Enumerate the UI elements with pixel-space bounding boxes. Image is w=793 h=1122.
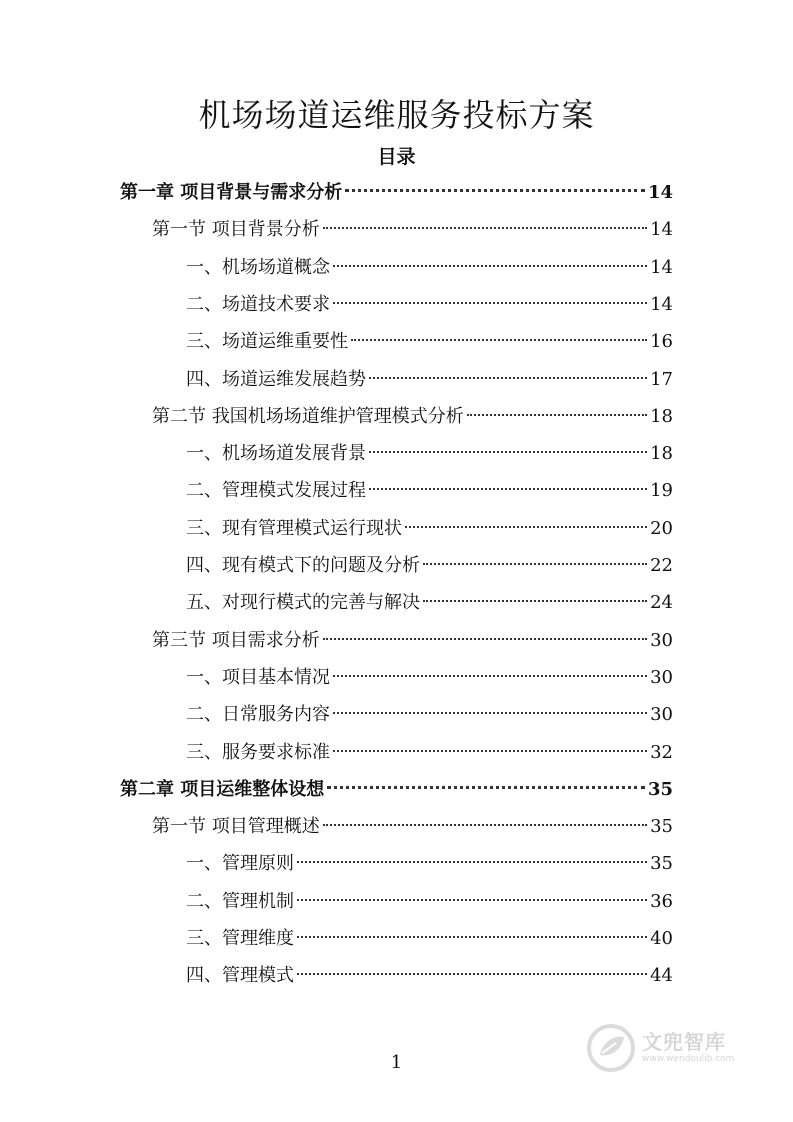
toc-entry-page: 32 xyxy=(650,741,673,763)
toc-entry-page: 14 xyxy=(650,293,673,315)
toc-entry-page: 16 xyxy=(650,331,673,353)
page-number: 1 xyxy=(390,1052,403,1073)
toc-dot-leader xyxy=(405,526,647,528)
toc-dot-leader xyxy=(369,451,647,453)
toc-dot-leader xyxy=(323,824,647,826)
toc-subsection-entry[interactable] xyxy=(186,959,673,993)
toc-subsection-entry[interactable] xyxy=(186,512,673,546)
toc-entry-page: 22 xyxy=(650,555,673,576)
toc-dot-leader xyxy=(333,302,647,304)
toc-entry-label: 一、项目基本情况 xyxy=(186,666,330,688)
toc-subsection-entry[interactable] xyxy=(186,437,673,471)
toc-entry-page: 36 xyxy=(650,890,673,912)
toc-dot-leader xyxy=(467,414,647,416)
toc-dot-leader xyxy=(327,786,645,789)
document-title: 机场场道运维服务投标方案 xyxy=(198,96,595,134)
toc-entry-label: 第三节 项目需求分析 xyxy=(152,629,320,651)
toc-section-entry[interactable] xyxy=(152,400,673,434)
toc-dot-leader xyxy=(369,377,647,379)
toc-dot-leader xyxy=(297,861,647,863)
toc-dot-leader xyxy=(333,712,647,714)
toc-entry-label: 二、管理机制 xyxy=(186,890,294,912)
toc-entry-page: 18 xyxy=(650,405,673,427)
toc-section-entry[interactable] xyxy=(152,213,673,247)
toc-subsection-entry[interactable] xyxy=(186,251,673,285)
toc-dot-leader xyxy=(297,973,647,975)
toc-dot-leader xyxy=(351,339,647,341)
toc-dot-leader xyxy=(323,227,647,229)
watermark-url: www.wendoulib.com xyxy=(642,1054,735,1064)
toc-dot-leader xyxy=(345,189,645,192)
toc-entry-label: 第一章 项目背景与需求分析 xyxy=(120,182,343,203)
toc-entry-page: 30 xyxy=(650,666,673,688)
toc-dot-leader xyxy=(333,675,647,677)
toc-subsection-entry[interactable] xyxy=(186,736,673,770)
toc-dot-leader xyxy=(333,265,647,267)
toc-entry-page: 30 xyxy=(650,704,673,726)
toc-entry-label: 第一节 项目背景分析 xyxy=(152,219,320,241)
toc-entry-page: 18 xyxy=(650,443,673,465)
toc-entry-label: 二、场道技术要求 xyxy=(186,293,330,315)
toc-entry-label: 第二章 项目运维整体设想 xyxy=(120,778,325,800)
toc-subsection-entry[interactable] xyxy=(186,586,673,620)
toc-subsection-entry[interactable] xyxy=(186,922,673,956)
toc-entry-label: 三、现有管理模式运行现状 xyxy=(186,517,402,539)
toc-entry-label: 二、管理模式发展过程 xyxy=(186,480,366,502)
toc-subsection-entry[interactable] xyxy=(186,847,673,881)
toc-chapter-entry[interactable] xyxy=(120,773,673,807)
toc-entry-label: 一、机场场道概念 xyxy=(186,256,330,278)
toc-entry-page: 35 xyxy=(647,778,673,800)
toc-entry-label: 三、服务要求标准 xyxy=(186,741,330,763)
toc-entry-page: 30 xyxy=(650,629,673,651)
toc-entry-page: 14 xyxy=(650,219,673,241)
toc-dot-leader xyxy=(323,638,647,640)
toc-subsection-entry[interactable] xyxy=(186,288,673,322)
toc-entry-page: 20 xyxy=(650,517,673,539)
toc-subsection-entry[interactable] xyxy=(186,363,673,397)
toc-dot-leader xyxy=(423,600,647,602)
toc-dot-leader xyxy=(333,750,647,752)
toc-subsection-entry[interactable] xyxy=(186,549,673,583)
toc-section-entry[interactable] xyxy=(152,624,673,658)
toc-entry-label: 四、场道运维发展趋势 xyxy=(186,368,366,390)
toc-entry-page: 24 xyxy=(650,592,673,614)
toc-dot-leader xyxy=(297,899,647,901)
toc-entry-label: 第二节 我国机场场道维护管理模式分析 xyxy=(152,405,464,427)
toc-dot-leader xyxy=(423,563,647,565)
toc-entry-label: 一、管理原则 xyxy=(186,853,294,875)
toc-entry-label: 四、管理模式 xyxy=(186,965,294,987)
watermark-text: 文兜智库 xyxy=(642,1030,726,1054)
toc-entry-label: 四、现有模式下的问题及分析 xyxy=(186,555,420,576)
toc-entry-page: 19 xyxy=(650,480,673,502)
toc-entry-page: 40 xyxy=(650,928,673,949)
toc-dot-leader xyxy=(369,488,647,490)
toc-entry-page: 14 xyxy=(650,256,673,278)
toc-entry-label: 二、日常服务内容 xyxy=(186,704,330,726)
toc-subsection-entry[interactable] xyxy=(186,474,673,508)
toc-entry-label: 三、管理维度 xyxy=(186,928,294,949)
toc-entry-label: 三、场道运维重要性 xyxy=(186,331,348,353)
toc-entry-label: 一、机场场道发展背景 xyxy=(186,443,366,465)
leaf-logo-icon xyxy=(586,1023,636,1073)
toc-entry-page: 44 xyxy=(650,965,673,987)
toc-dot-leader xyxy=(297,936,647,938)
toc-section-entry[interactable] xyxy=(152,810,673,844)
toc-heading: 目录 xyxy=(377,146,416,168)
watermark xyxy=(586,1018,756,1078)
toc-entry-label: 五、对现行模式的完善与解决 xyxy=(186,592,420,614)
toc-entry-page: 17 xyxy=(650,368,673,390)
toc-subsection-entry[interactable] xyxy=(186,698,673,732)
toc-entry-label: 第一节 项目管理概述 xyxy=(152,816,320,838)
toc-subsection-entry[interactable] xyxy=(186,885,673,919)
toc-entry-page: 14 xyxy=(647,182,673,203)
toc-subsection-entry[interactable] xyxy=(186,325,673,359)
toc-chapter-entry[interactable] xyxy=(120,176,673,210)
toc-entry-page: 35 xyxy=(650,853,673,875)
toc-entry-page: 35 xyxy=(650,816,673,838)
toc-subsection-entry[interactable] xyxy=(186,661,673,695)
